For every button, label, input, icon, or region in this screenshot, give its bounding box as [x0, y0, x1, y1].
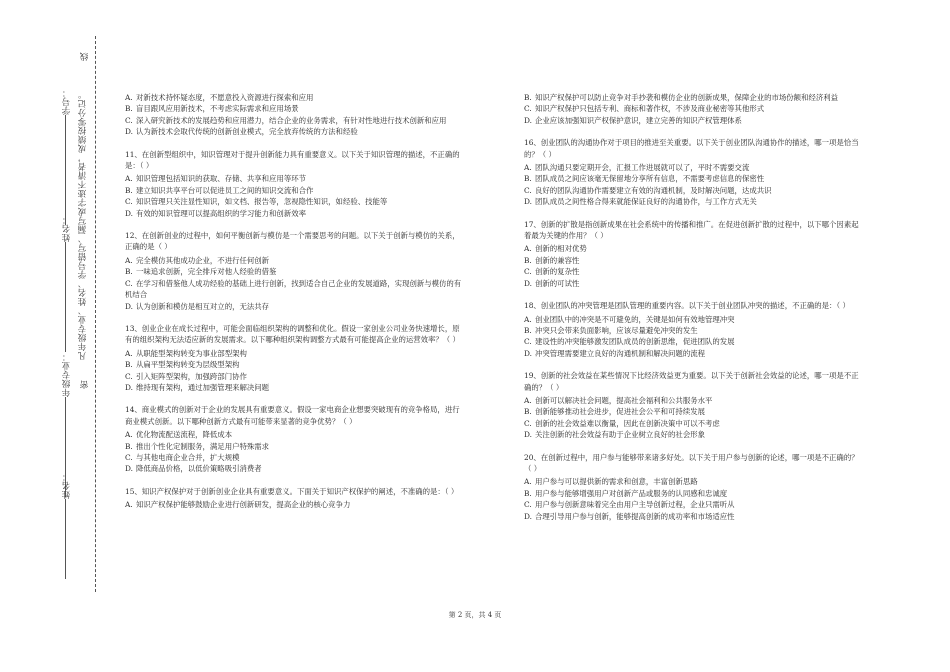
option-b: B. 从扁平型架构转变为层级型架构	[125, 360, 240, 370]
page-number: 第 2 页，共 4 页	[448, 611, 502, 619]
question-12	[125, 230, 463, 312]
question-stem: 11、在创新型组织中，知识管理对于提升创新能力具有重要意义。以下关于知识管理的描述，不正确的是：（ ）	[125, 149, 460, 171]
option-a: A. 用户参与可以提供新的需求和创意，丰富创新思路	[524, 477, 698, 487]
option-d: D. 合理引导用户参与创新，能够提高创新的成功率和市场适应性	[524, 511, 735, 521]
warning-text: 凡年级专业、姓名、学号错写、漏写或字迹不清者，成绩按零分记。	[78, 90, 88, 360]
option-b: B. 建立知识共享平台可以促进员工之间的知识交流和合作	[125, 185, 314, 195]
question-15-tail	[524, 92, 864, 126]
option-d: D. 有效的知识管理可以提高组织的学习能力和创新效率	[125, 208, 306, 218]
option-a: A. 知识产权保护能够鼓励企业进行创新研发，提高企业的核心竞争力	[125, 500, 351, 510]
option-d: D. 维持现有架构，通过加强管理来解决问题	[125, 382, 270, 392]
option-b: B. 团队成员之间应该毫无保留地分享所有信息，不需要考虑信息的保密性	[524, 174, 765, 184]
question-16	[524, 137, 864, 207]
option-a: A. 知识管理包括知识的获取、存储、共享和应用等环节	[125, 174, 306, 184]
option-a: A. 对新技术持怀疑态度，不愿意投入资源进行探索和应用	[125, 93, 314, 102]
question-10-tail	[125, 92, 463, 138]
option-a: A. 创新的相对优势	[524, 244, 587, 254]
question-18	[524, 300, 864, 359]
question-stem: 13、创业企业在成长过程中，可能会面临组织架构的调整和优化。假设一家创业公司业务快速增长，原有的组织架构无法适应新的发展需求。以下哪种组织架构调整方式最有可能提高企业的运营效率？（ ）	[125, 323, 460, 345]
left-column	[125, 92, 463, 517]
district-label: 姓名：	[62, 472, 73, 579]
option-d: D. 认为创新和模仿是相互对立的，无法共存	[125, 301, 270, 311]
option-b: B. 创新的兼容性	[524, 255, 580, 265]
question-stem: 15、知识产权保护对于创新创业企业具有重要意义。下面关于知识产权保护的阐述，不准确的是：（ ）	[125, 486, 459, 496]
option-c: C. 深入研究新技术的发展趋势和应用潜力，结合企业的业务需求，有针对性地进行技术创新和应用	[125, 115, 447, 125]
student-id-label: 学号：	[62, 88, 73, 225]
option-a: A. 团队沟通只要定期开会，汇报工作进展就可以了，平时不需要交流	[524, 163, 750, 173]
option-c: C. 在学习和借鉴他人成功经验的基础上进行创新，找到适合自己企业的发展道路，实现创新与模仿的有机结合	[125, 278, 462, 300]
option-a: A. 从职能型架构转变为事业部型架构	[125, 348, 247, 358]
question-stem: 12、在创新创业的过程中，如何平衡创新与模仿是一个需要思考的问题。以下关于创新与模仿的关系，正确的是（ ）	[125, 231, 460, 252]
option-c: C. 创新的复杂性	[524, 267, 580, 277]
option-b: B. 推出个性化定制服务，满足用户特殊需求	[125, 441, 270, 451]
option-d: D. 关注创新的社会效益有助于企业树立良好的社会形象	[524, 430, 705, 440]
option-c: C. 建设性的冲突能够激发团队成员的创新思维，促进团队的发展	[524, 337, 735, 347]
question-stem: 16、创业团队的沟通协作对于项目的推进至关重要。以下关于创业团队沟通协作的描述，哪一项是恰当的？（ ）	[524, 138, 859, 159]
option-c: C. 引入矩阵型架构，加强跨部门协作	[125, 371, 247, 381]
option-a: A. 完全模仿其他成功企业，不进行任何创新	[125, 255, 270, 265]
question-15	[125, 486, 463, 511]
option-c: C. 用户参与创新意味着完全由用户主导创新过程，企业只需听从	[524, 500, 735, 510]
question-20	[524, 452, 864, 522]
question-17	[524, 219, 864, 289]
option-a: A. 创业团队中的冲突是不可避免的，关键是如何有效地管理冲突	[524, 314, 735, 324]
name-underline	[66, 242, 67, 352]
option-c: C. 知识管理只关注显性知识，如文档、报告等，忽视隐性知识，如经验、技能等	[125, 197, 388, 207]
option-c: C. 创新的社会效益难以衡量，因此在创新决策中可以不考虑	[524, 418, 720, 428]
option-a: A. 优化物流配送流程，降低成本	[125, 430, 233, 440]
option-d: D. 企业应该加强知识产权保护意识，建立完善的知识产权管理体系	[524, 115, 742, 125]
school-label: 年级专业：	[62, 352, 73, 497]
option-b: B. 知识产权保护可以防止竞争对手抄袭和模仿企业的创新成果，保障企业的市场份额和经济利益	[524, 93, 839, 102]
option-a: A. 创新可以解决社会问题，提高社会福利和公共服务水平	[524, 395, 713, 405]
question-stem: 20、在创新过程中，用户参与能够带来诸多好处。以下关于用户参与创新的论述，哪一项是不正确的？（ ）	[524, 452, 859, 473]
option-b: B. 用户参与能够增强用户对创新产品或服务的认同感和忠诚度	[524, 488, 728, 498]
option-c: C. 与其他电商企业合并，扩大规模	[125, 452, 240, 462]
option-c: C. 良好的团队沟通协作需要建立有效的沟通机制，及时解决问题，达成共识	[524, 185, 772, 195]
option-d: D. 团队成员之间性格合得来就能保证良好的沟通协作，与工作方式无关	[524, 197, 757, 207]
option-b: B. 创新能够推动社会进步，促进社会公平和可持续发展	[524, 407, 705, 417]
question-stem: 14、商业模式的创新对于企业的发展具有重要意义。假设一家电商企业想要突破现有的竞争格局，进行商业模式创新。以下哪种创新方式最有可能带来显著的竞争优势？（ ）	[125, 405, 460, 426]
question-13	[125, 323, 463, 393]
option-b: B. 盲目跟风应用新技术，不考虑实际需求和应用场景	[125, 104, 299, 114]
question-stem: 19、创新的社会效益在某些情况下比经济效益更为重要。以下关于创新社会效益的论述，哪一项是不正确的？（ ）	[524, 371, 859, 392]
binding-cut-line	[95, 36, 96, 592]
question-11	[125, 149, 463, 219]
option-b: B. 一味追求创新，完全排斥对他人经验的借鉴	[125, 267, 277, 277]
question-stem: 17、创新的扩散是指创新成果在社会系统中的传播和推广。在促进创新扩散的过程中，以下哪个因素起着最为关键的作用？（ ）	[524, 219, 859, 241]
option-d: D. 降低商品价格，以低价策略吸引消费者	[125, 464, 262, 474]
seal-mark: 密	[80, 380, 90, 389]
seal-line-mark: 线	[80, 52, 90, 61]
student-id-underline	[66, 115, 67, 225]
district-underline	[66, 499, 67, 579]
option-c: C. 知识产权保护只包括专利、商标和著作权，不涉及商业秘密等其他形式	[524, 104, 765, 114]
question-19	[524, 370, 864, 440]
option-d: D. 冲突管理需要建立良好的沟通机制和解决问题的流程	[524, 348, 705, 358]
question-14	[125, 404, 463, 474]
question-stem: 18、创业团队的冲突管理是团队管理的重要内容。以下关于创业团队冲突的描述，不正确的是：（ ）	[524, 301, 850, 311]
option-b: B. 冲突只会带来负面影响，应该尽量避免冲突的发生	[524, 325, 698, 335]
right-column	[524, 92, 864, 528]
option-d: D. 创新的可试性	[524, 278, 580, 288]
name-label: 姓名：	[62, 215, 73, 352]
option-d: D. 认为新技术会取代传统的创新创业模式，完全放弃传统的方法和经验	[125, 127, 358, 137]
